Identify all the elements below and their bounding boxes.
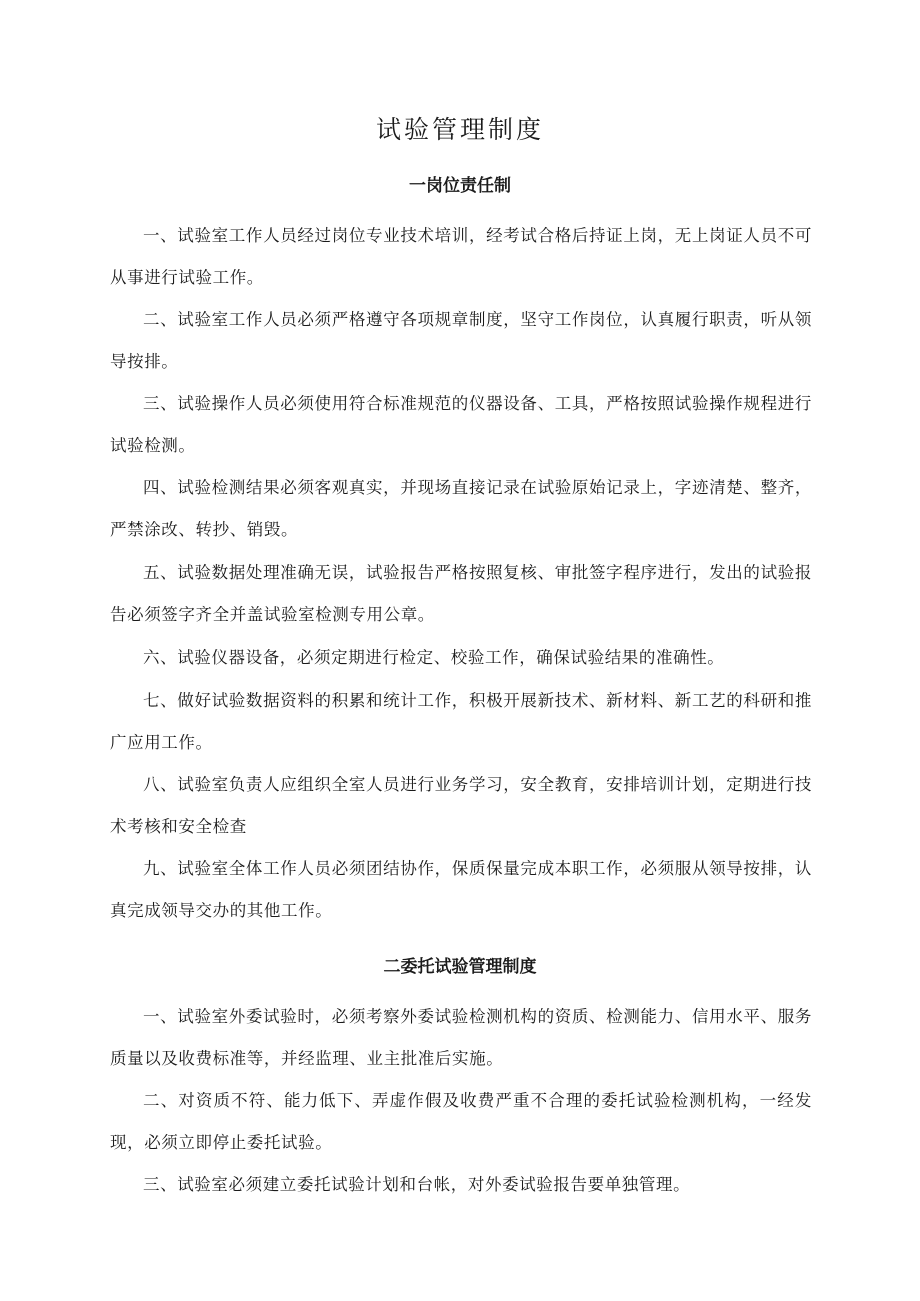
paragraph-2-1: 一、试验室外委试验时，必须考察外委试验检测机构的资质、检测能力、信用水平、服务质量以及收费标准等，并经监理、业主批准后实施。 xyxy=(110,1007,812,1068)
paragraph-1-6: 六、试验仪器设备，必须定期进行检定、校验工作，确保试验结果的准确性。 xyxy=(143,648,725,667)
paragraph-2-2: 二、对资质不符、能力低下、弄虚作假及收费严重不合理的委托试验检测机构，一经发现，必须立即停止委托试验。 xyxy=(110,1091,812,1152)
paragraph-1-9: 九、试验室全体工作人员必须团结协作，保质保量完成本职工作，必须服从领导按排，认真完成领导交办的其他工作。 xyxy=(110,859,812,920)
section-heading-responsibility: 一岗位责任制 xyxy=(409,176,511,196)
paragraph-1-4: 四、试验检测结果必须客观真实，并现场直接记录在试验原始记录上，字迹清楚、整齐，严禁涂改、转抄、销毁。 xyxy=(110,478,812,539)
section-heading-entrusted-testing: 二委托试验管理制度 xyxy=(383,957,537,977)
paragraph-1-1: 一、试验室工作人员经过岗位专业技术培训，经考试合格后持证上岗，无上岗证人员不可从事进行试验工作。 xyxy=(110,226,812,287)
paragraph-2-3: 三、试验室必须建立委托试验计划和台帐，对外委试验报告要单独管理。 xyxy=(143,1175,691,1194)
paragraph-1-8: 八、试验室负责人应组织全室人员进行业务学习，安全教育，安排培训计划，定期进行技术考核和安全检查 xyxy=(110,775,812,836)
document-title: 试验管理制度 xyxy=(375,115,544,144)
paragraph-1-2: 二、试验室工作人员必须严格遵守各项规章制度，坚守工作岗位，认真履行职责，听从领导按排。 xyxy=(110,310,812,371)
paragraph-1-7: 七、做好试验数据资料的积累和统计工作，积极开展新技术、新材料、新工艺的科研和推广应用工作。 xyxy=(110,691,812,752)
paragraph-1-3: 三、试验操作人员必须使用符合标准规范的仪器设备、工具，严格按照试验操作规程进行试验检测。 xyxy=(110,394,812,455)
paragraph-1-5: 五、试验数据处理准确无误，试验报告严格按照复核、审批签字程序进行，发出的试验报告必须签字齐全并盖试验室检测专用公章。 xyxy=(110,563,812,624)
